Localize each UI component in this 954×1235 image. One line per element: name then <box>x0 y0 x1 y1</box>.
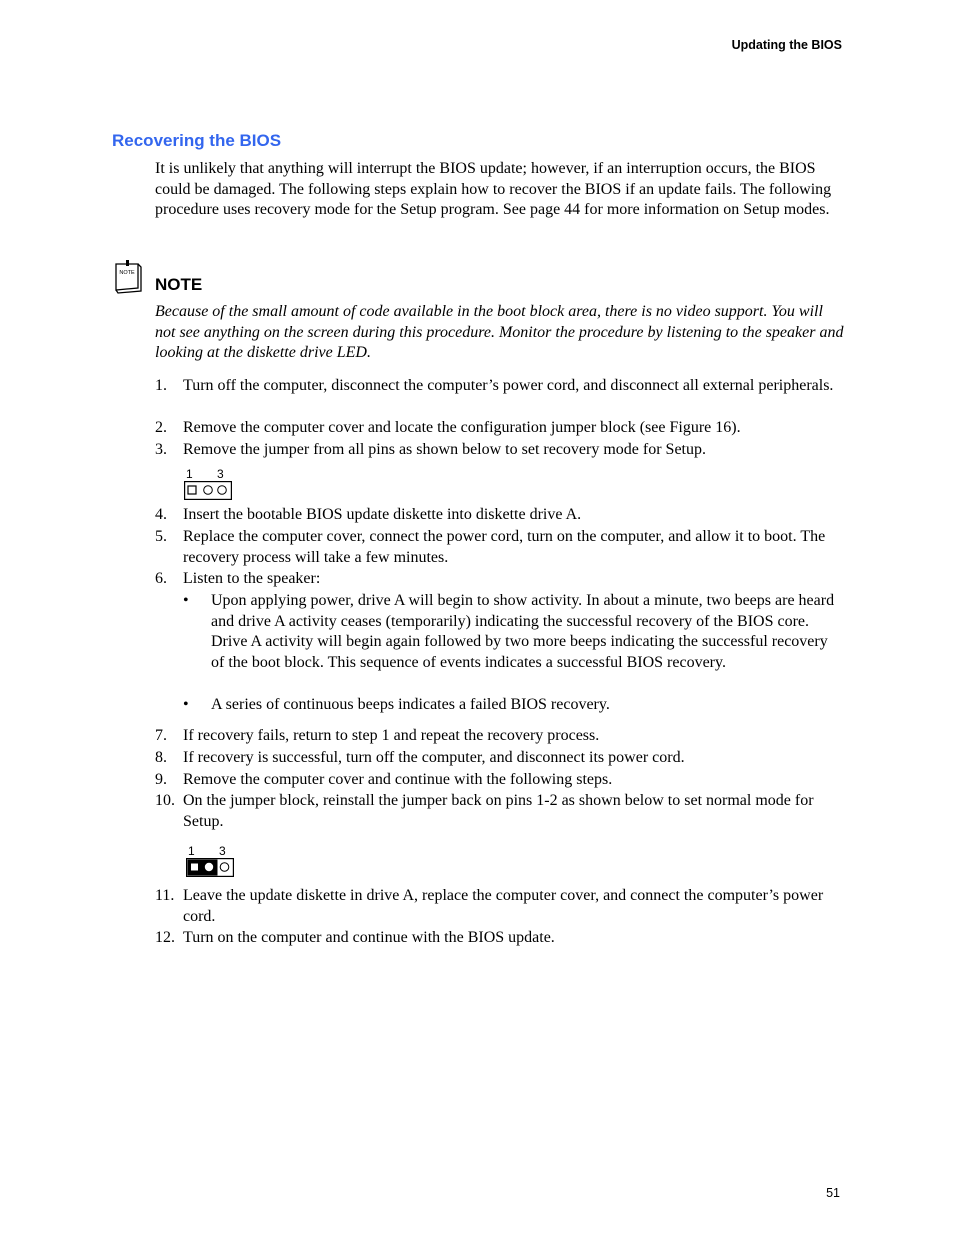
step-number: 6. <box>155 570 167 587</box>
running-header: Updating the BIOS <box>731 38 842 52</box>
step-number: 3. <box>155 441 167 458</box>
step-number: 1. <box>155 377 167 394</box>
step-text: On the jumper block, reinstall the jumper back on pins 1-2 as shown below to set normal mode for Setup. <box>183 792 814 830</box>
step-text: Remove the computer cover and continue with the following steps. <box>183 771 613 788</box>
jumper-block <box>184 481 232 500</box>
jumper-block <box>186 858 234 877</box>
step-number: 4. <box>155 506 167 523</box>
pin-3 <box>220 863 229 872</box>
pin-label-last: 3 <box>217 467 224 481</box>
intro-paragraph: It is unlikely that anything will interrupt the BIOS update; however, if an interruption occurs, the BIOS could be damaged. The following steps explain how to recover the BIOS if an update fails. The following procedure uses recovery mode for the Setup program. See page 44 for more information on Setup modes. <box>155 160 832 218</box>
step-number: 10. <box>155 792 175 809</box>
bullet-text: Upon applying power, drive A will begin to show activity. In about a minute, two beeps are heard and drive A activity ceases (temporarily) indicating the successful recovery of the BIOS core. Drive A activity will begin again followed by two more beeps indicating the successful recovery of the boot block. This sequence of events indicates a successful BIOS recovery. <box>211 592 835 671</box>
step-text: Turn off the computer, disconnect the computer’s power cord, and disconnect all external peripherals. <box>183 377 834 394</box>
step-text: Leave the update diskette in drive A, replace the computer cover, and connect the computer’s power cord. <box>183 887 824 925</box>
note-text: Because of the small amount of code available in the boot block area, there is no video support. You will not see anything on the screen during this procedure. Monitor the procedure by listening to the speaker and looking at the diskette drive LED. <box>155 303 844 361</box>
pin-2 <box>204 486 213 495</box>
section-title: Recovering the BIOS <box>112 131 282 150</box>
step-number: 12. <box>155 929 175 946</box>
step-text: Remove the computer cover and locate the configuration jumper block (see Figure 16). <box>183 419 741 436</box>
step-text: Replace the computer cover, connect the power cord, turn on the computer, and allow it to boot. The recovery process will take a few minutes. <box>183 528 826 566</box>
step-text: Listen to the speaker: <box>183 570 321 587</box>
jumper-diagram-recovery <box>184 467 234 501</box>
step-number: 8. <box>155 749 167 766</box>
bullet-symbol: • <box>183 696 189 713</box>
note-icon <box>112 258 144 294</box>
step-number: 11. <box>155 887 175 904</box>
page-number: 51 <box>826 1186 840 1200</box>
pin-label-first: 1 <box>188 844 195 858</box>
pin-1 <box>191 864 198 871</box>
step-number: 7. <box>155 727 167 744</box>
pin-1 <box>188 486 196 494</box>
step-text: Insert the bootable BIOS update diskette into diskette drive A. <box>183 506 582 523</box>
note-heading: NOTE <box>155 275 203 294</box>
step-text: If recovery is successful, turn off the computer, and disconnect its power cord. <box>183 749 685 766</box>
step-number: 9. <box>155 771 167 788</box>
jumper-diagram-normal <box>186 844 236 878</box>
pin-2 <box>205 863 213 871</box>
pin-3 <box>218 486 227 495</box>
step-text: Turn on the computer and continue with the BIOS update. <box>183 929 555 946</box>
step-text: Remove the jumper from all pins as shown below to set recovery mode for Setup. <box>183 441 706 458</box>
step-number: 2. <box>155 419 167 436</box>
step-number: 5. <box>155 528 167 545</box>
bullet-symbol: • <box>183 592 189 609</box>
step-text: If recovery fails, return to step 1 and repeat the recovery process. <box>183 727 600 744</box>
pin-label-first: 1 <box>186 467 193 481</box>
bullet-text: A series of continuous beeps indicates a failed BIOS recovery. <box>211 696 610 713</box>
pin-label-last: 3 <box>219 844 226 858</box>
note-icon-label: NOTE <box>119 270 135 276</box>
